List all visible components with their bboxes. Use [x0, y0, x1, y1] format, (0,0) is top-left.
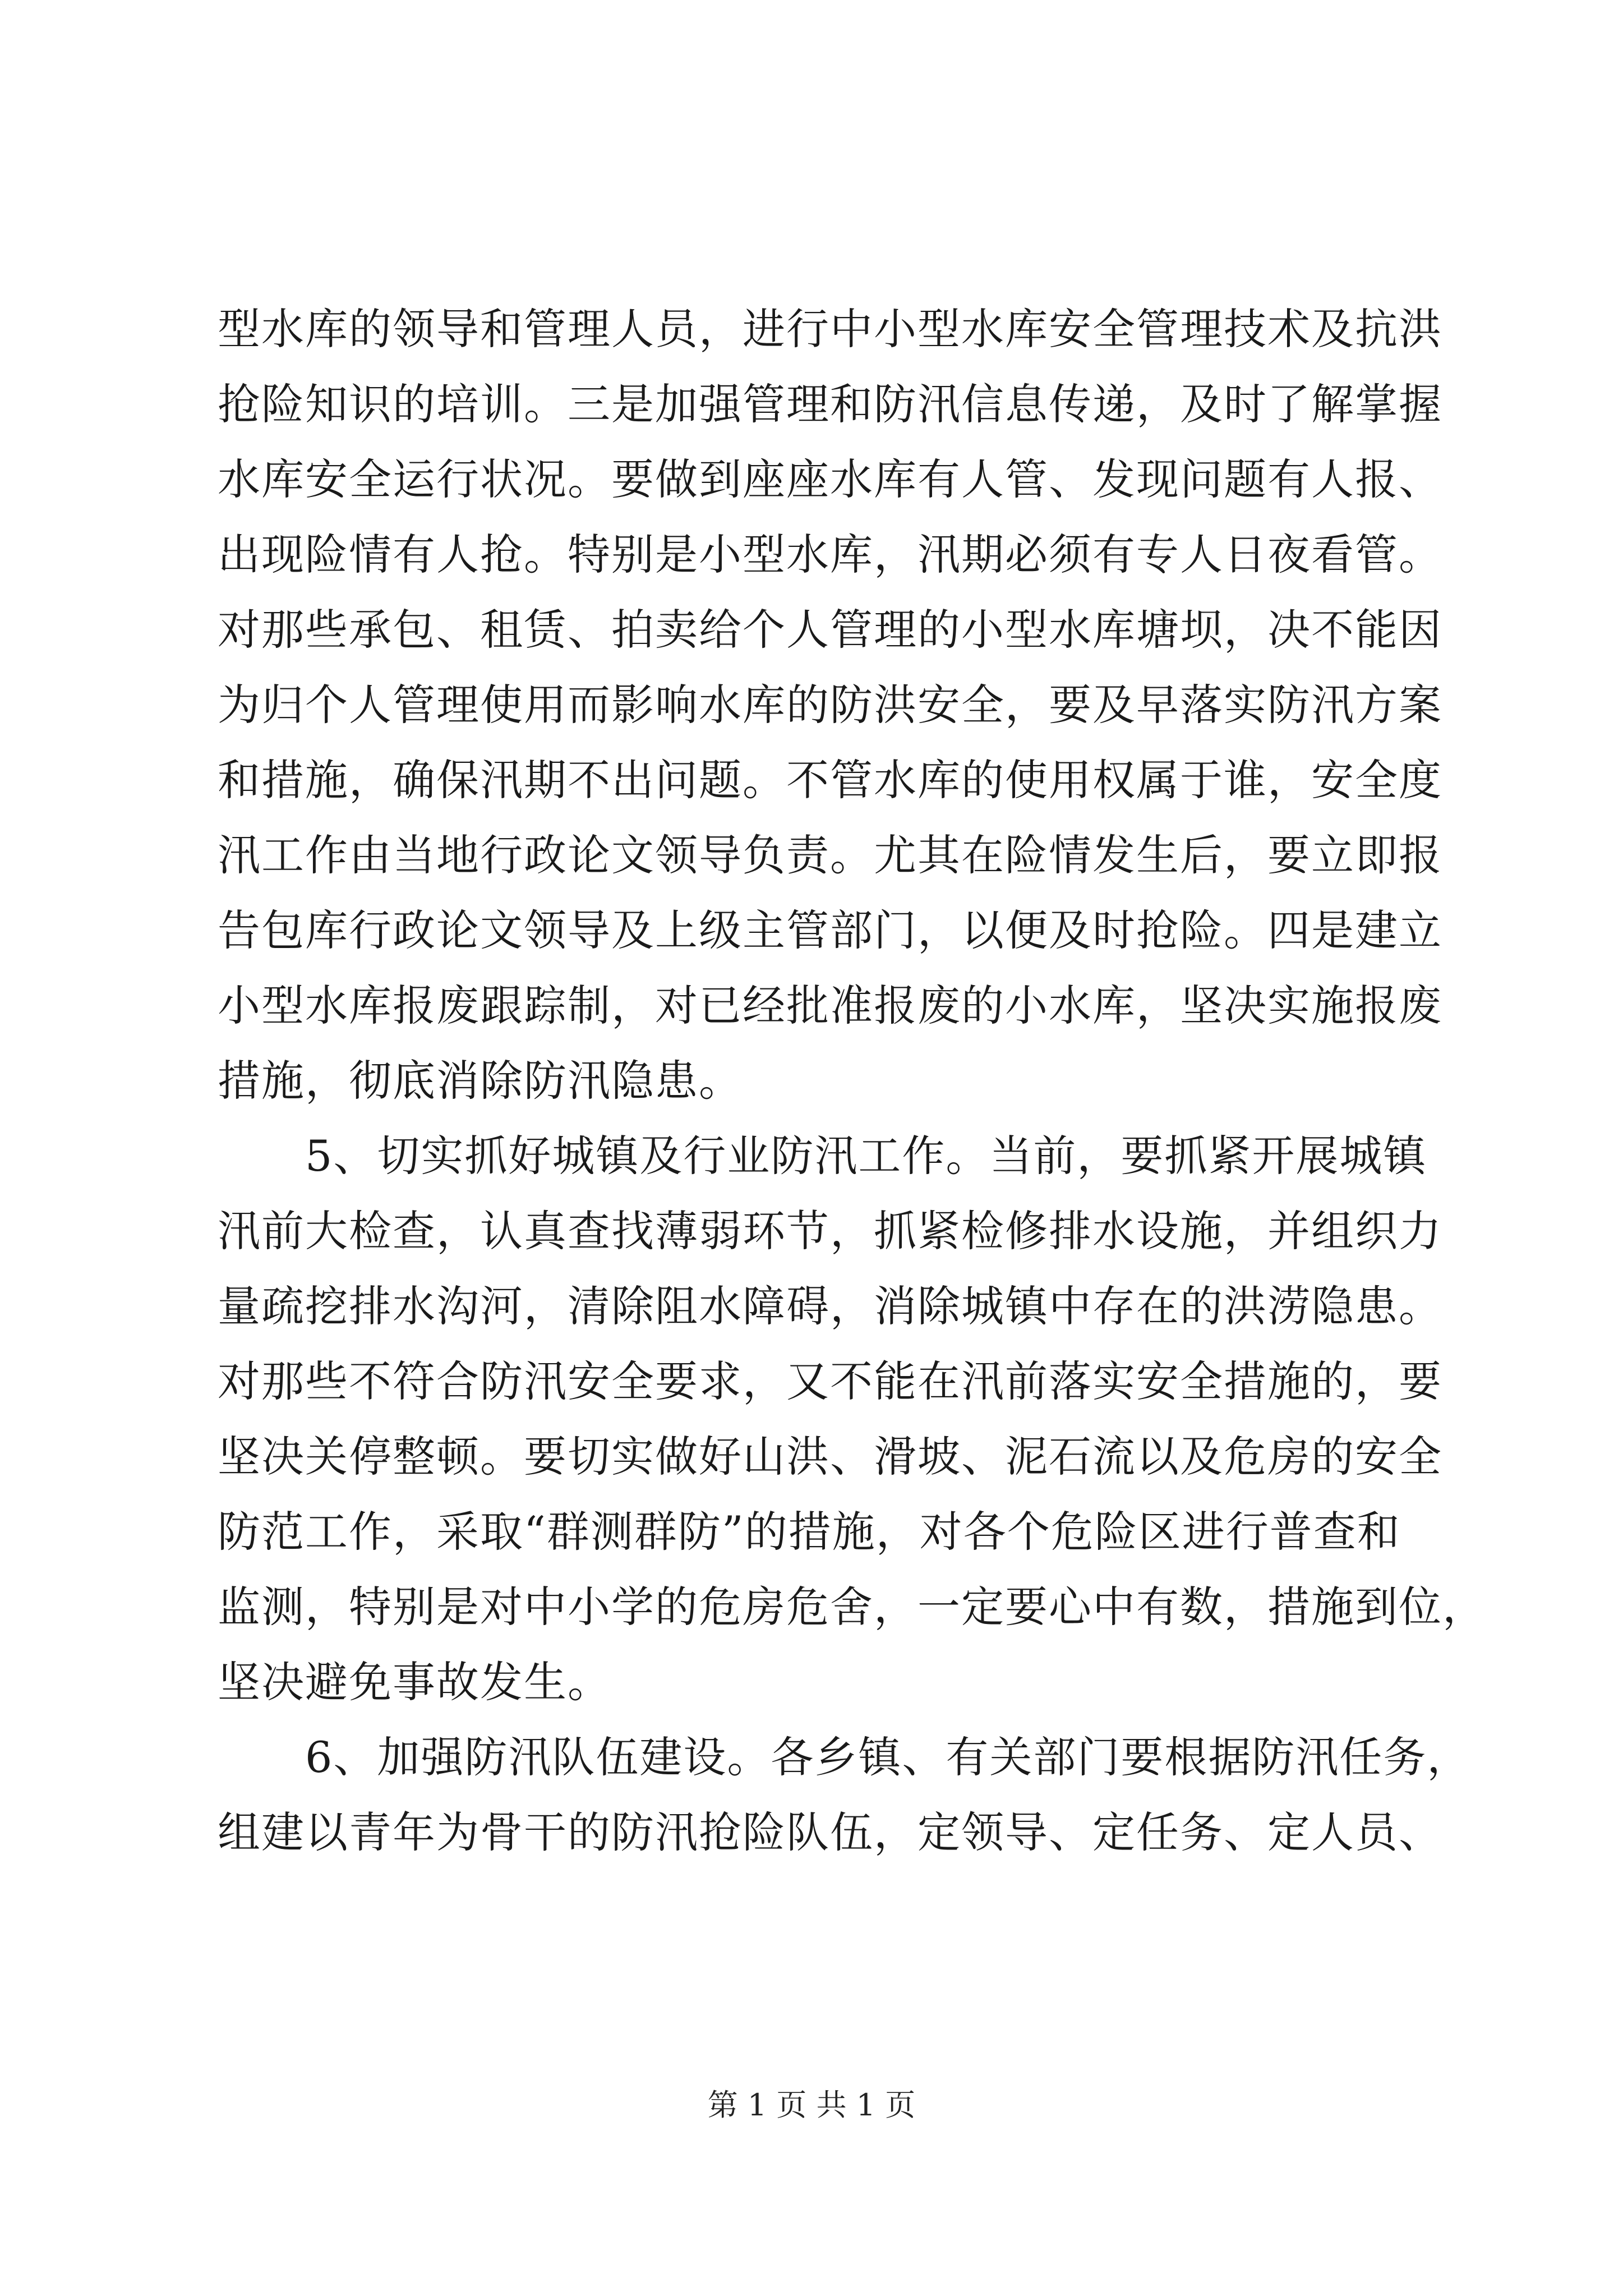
text-line: 量疏挖排水沟河，清除阻水障碍，消除城镇中存在的洪涝隐患。	[218, 1281, 1442, 1331]
text-line: 组建以青年为骨干的防汛抢险队伍，定领导、定任务、定人员、	[218, 1807, 1442, 1857]
text-line: 措施，彻底消除防汛隐患。	[218, 1056, 743, 1106]
page-footer	[0, 2086, 1623, 2125]
text-line: 水库安全运行状况。要做到座座水库有人管、发现问题有人报、	[218, 454, 1442, 504]
text-line: 型水库的领导和管理人员，进行中小型水库安全管理技术及抗洪	[218, 304, 1442, 354]
text-line: 防范工作，采取“群测群防”的措施，对各个危险区进行普查和	[218, 1507, 1401, 1557]
text-line: 6、加强防汛队伍建设。各乡镇、有关部门要根据防汛任务，	[218, 1732, 1471, 1782]
text-line: 5、切实抓好城镇及行业防汛工作。当前，要抓紧开展城镇	[218, 1131, 1427, 1181]
text-line: 对那些承包、租赁、拍卖给个人管理的小型水库塘坝，决不能因	[218, 605, 1442, 655]
text-line: 告包库行政论文领导及上级主管部门，以便及时抢险。四是建立	[218, 905, 1442, 955]
page-number: 第 1 页 共 1 页	[707, 2087, 916, 2123]
text-line: 监测，特别是对中小学的危房危舍，一定要心中有数，措施到位，	[218, 1582, 1486, 1632]
text-line: 汛前大检查，认真查找薄弱环节，抓紧检修排水设施，并组织力	[218, 1206, 1442, 1256]
text-line: 坚决关停整顿。要切实做好山洪、滑坡、泥石流以及危房的安全	[218, 1432, 1442, 1481]
text-line: 抢险知识的培训。三是加强管理和防汛信息传递，及时了解掌握	[218, 379, 1442, 429]
text-line: 汛工作由当地行政论文领导负责。尤其在险情发生后，要立即报	[218, 830, 1442, 880]
document-body	[218, 292, 1486, 1870]
text-line: 出现险情有人抢。特别是小型水库，汛期必须有专人日夜看管。	[218, 530, 1442, 579]
text-line: 小型水库报废跟踪制，对已经批准报废的小水库，坚决实施报废	[218, 981, 1442, 1030]
text-line: 为归个人管理使用而影响水库的防洪安全，要及早落实防汛方案	[218, 680, 1442, 730]
text-line: 和措施，确保汛期不出问题。不管水库的使用权属于谁，安全度	[218, 755, 1442, 805]
text-line: 坚决避免事故发生。	[218, 1657, 611, 1707]
text-line: 对那些不符合防汛安全要求，又不能在汛前落实安全措施的，要	[218, 1356, 1442, 1406]
